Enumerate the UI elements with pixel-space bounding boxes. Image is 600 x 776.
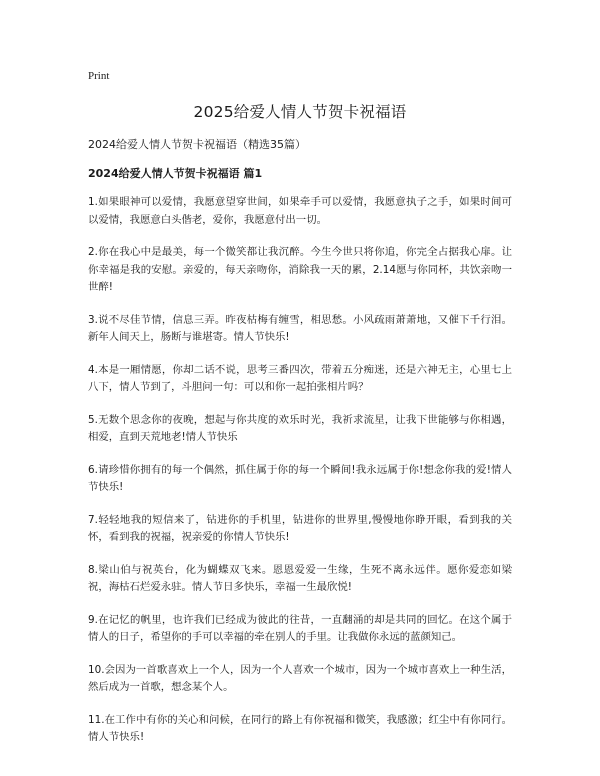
paragraph-7: 7.轻轻地我的短信来了，钻进你的手机里，钻进你的世界里,慢慢地你睁开眼，看到我的关怀，看到我的祝福，祝亲爱的你情人节快乐!	[88, 513, 512, 543]
paragraph-1: 1.如果眼神可以爱情，我愿意望穿世间，如果牵手可以爱情，我愿意执子之手，如果时间可以爱情，我愿意白头偕老，爱你，我愿意付出一切。	[88, 196, 512, 226]
paragraph-8: 8.梁山伯与祝英台，化为蝴蝶双飞来。恩恩爱爱一生缘，生死不离永远伴。愿你爱恋如梁祝，海枯石烂爱永驻。情人节日多快乐，幸福一生最欣悦!	[88, 563, 512, 593]
paragraph-9: 9.在记忆的帆里，也许我们已经成为彼此的往昔，一直翻涌的却是共同的回忆。在这个属于情人的日子，希望你的手可以幸福的牵在别人的手里。让我做你永远的蓝颜知己。	[88, 613, 512, 643]
document-subtitle: 2024给爱人情人节贺卡祝福语（精选35篇）	[88, 138, 306, 151]
document-title: 2025给爱人情人节贺卡祝福语	[193, 103, 407, 121]
section-heading: 2024给爱人情人节贺卡祝福语 篇1	[88, 167, 263, 180]
paragraph-2: 2.你在我心中是最美，每一个微笑都让我沉醉。今生今世只将你追，你完全占据我心扉。让你幸福是我的安慰。亲爱的，每天亲吻你，消除我一天的累，2.14愿与你同杯，共饮亲吻一世醉!	[88, 246, 512, 293]
print-link[interactable]: Print	[88, 70, 110, 82]
paragraph-11: 11.在工作中有你的关心和问候，在同行的路上有你祝福和微笑，我感激；红尘中有你同行。情人节快乐!	[88, 713, 512, 743]
paragraph-4: 4.本是一厢情愿，你却二话不说，思考三番四次，带着五分痴迷，还是六神无主，心里七上八下，情人节到了，斗胆问一句：可以和你一起拍张相片吗？	[88, 363, 512, 393]
paragraph-3: 3.说不尽佳节情，信息三弄。昨夜枯梅有缠雪，相思愁。小风疏雨萧萧地，又催下千行泪。新年人间天上，肠断与谁堪寄。情人节快乐!	[88, 313, 512, 343]
paragraph-6: 6.请珍惜你拥有的每一个偶然，抓住属于你的每一个瞬间!我永远属于你!想念你我的爱!情人节快乐!	[88, 463, 512, 493]
paragraph-10: 10.会因为一首歌喜欢上一个人，因为一个人喜欢一个城市，因为一个城市喜欢上一种生活，然后成为一首歌，想念某个人。	[88, 663, 512, 693]
paragraph-5: 5.无数个思念你的夜晚，想起与你共度的欢乐时光，我祈求流星，让我下世能够与你相遇，相爱，直到天荒地老!情人节快乐	[88, 413, 512, 443]
